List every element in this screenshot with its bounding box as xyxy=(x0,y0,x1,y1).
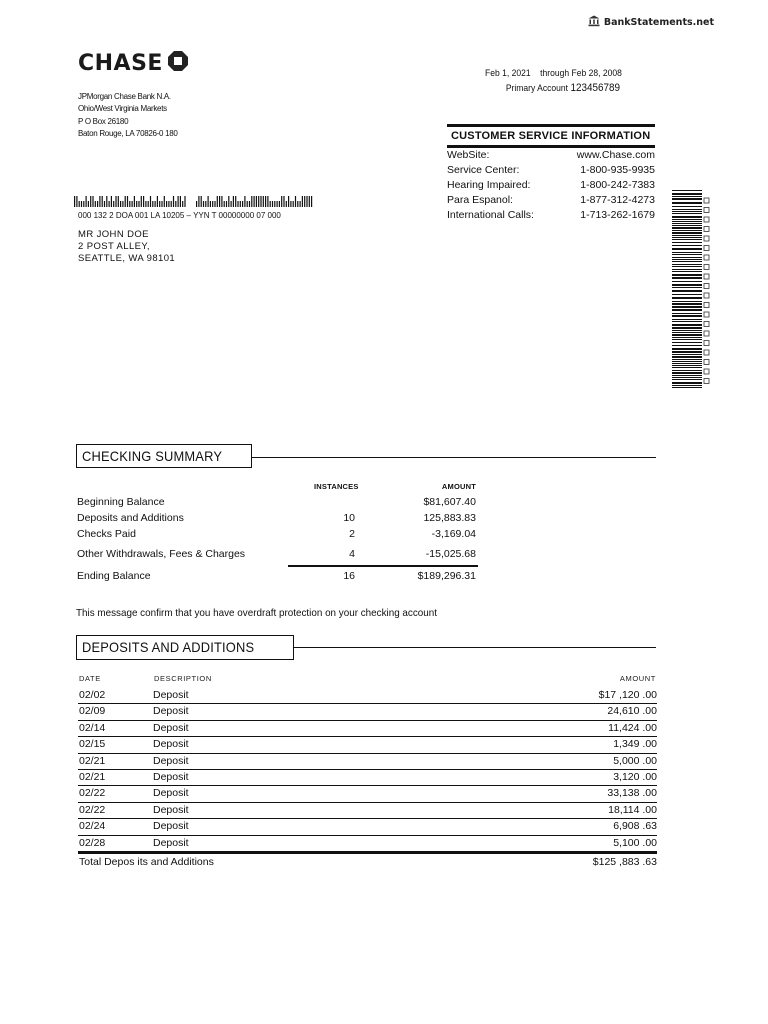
chase-octagon-icon xyxy=(167,50,189,77)
deposit-amount: 3,120 .00 xyxy=(613,771,657,783)
deposit-description: Deposit xyxy=(153,771,189,783)
deposit-date: 02/14 xyxy=(79,721,106,734)
checking-summary-header xyxy=(76,444,252,468)
period-from: Feb 1, 2021 xyxy=(485,68,531,79)
customer-name: MR JOHN DOE xyxy=(78,229,149,240)
deposits-total-label: Total Depos its and Additions xyxy=(79,856,214,868)
cs-label: International Calls: xyxy=(447,209,534,221)
summary-instances: 10 xyxy=(343,512,355,524)
deposit-row xyxy=(78,836,657,854)
deposit-row xyxy=(78,819,657,835)
ending-balance-label: Ending Balance xyxy=(77,570,151,582)
bank-address-line: JPMorgan Chase Bank N.A. xyxy=(78,92,171,101)
summary-instances: 4 xyxy=(349,548,355,560)
section-rule xyxy=(294,647,656,648)
deposits-total-amount: $125 ,883 .63 xyxy=(592,856,657,868)
deposit-description: Deposit xyxy=(153,820,189,833)
chase-logo xyxy=(78,50,189,77)
deposit-description: Deposit xyxy=(153,803,189,816)
watermark xyxy=(588,15,714,30)
postal-barcode xyxy=(74,196,314,208)
cs-value: 1-800-242-7383 xyxy=(580,179,655,191)
deposit-amount: 5,000 .00 xyxy=(613,754,657,767)
period-through-label: through xyxy=(540,68,570,79)
summary-amount: 125,883.83 xyxy=(423,512,476,524)
watermark-text: BankStatements.net xyxy=(603,17,714,28)
deposits-title: DEPOSITS AND ADDITIONS xyxy=(82,639,255,655)
summary-label: Deposits and Additions xyxy=(77,512,184,524)
deposit-description: Deposit xyxy=(153,787,189,800)
deposit-amount: 6,908 .63 xyxy=(613,820,657,833)
cs-row xyxy=(447,163,655,178)
col-date-header: DATE xyxy=(79,674,101,683)
deposit-row xyxy=(78,754,657,770)
deposit-description: Deposit xyxy=(153,754,189,767)
col-description-header: DESCRIPTION xyxy=(154,674,212,683)
deposit-description: Deposit xyxy=(153,705,189,718)
cs-value: 1-877-312-4273 xyxy=(580,194,655,206)
deposit-row xyxy=(78,786,657,802)
customer-service-info xyxy=(447,124,655,223)
deposit-amount: $17 ,120 .00 xyxy=(598,689,657,701)
summary-amount: $81,607.40 xyxy=(423,496,476,508)
deposit-row xyxy=(78,770,657,786)
cs-label: WebSite: xyxy=(447,149,490,161)
deposit-row xyxy=(78,704,657,720)
deposit-date: 02/15 xyxy=(79,738,106,751)
deposit-date: 02/21 xyxy=(79,771,106,783)
cs-label: Hearing Impaired: xyxy=(447,179,531,191)
bank-icon xyxy=(588,15,600,30)
ending-balance-amount: $189,296.31 xyxy=(417,570,476,582)
summary-label: Beginning Balance xyxy=(77,496,165,508)
cs-row xyxy=(447,208,655,223)
summary-amount: -15,025.68 xyxy=(425,548,476,560)
cs-value: 1-800-935-9935 xyxy=(580,164,655,176)
deposit-description: Deposit xyxy=(153,738,189,751)
customer-city: SEATTLE, WA 98101 xyxy=(78,253,176,264)
deposit-date: 02/28 xyxy=(79,836,106,849)
account-number: 123456789 xyxy=(570,82,620,94)
deposit-date: 02/22 xyxy=(79,787,106,800)
col-amount-header: AMOUNT xyxy=(619,674,656,683)
period-to: Feb 28, 2008 xyxy=(571,68,622,79)
bank-address-line: Baton Rouge, LA 70826-0 180 xyxy=(78,128,178,138)
summary-total-rule xyxy=(288,565,478,567)
deposit-amount: 11,424 .00 xyxy=(608,721,657,734)
summary-instances: 2 xyxy=(349,528,355,540)
cs-row xyxy=(447,178,655,193)
section-rule xyxy=(252,457,656,458)
barcode-text: 000 132 2 DOA 001 LA 10205 – YYN T 00000000 07 000 xyxy=(78,211,281,220)
cs-row xyxy=(447,193,655,208)
cs-label: Para Espanol: xyxy=(447,194,513,206)
deposit-amount: 18,114 .00 xyxy=(608,803,657,816)
summary-label: Checks Paid xyxy=(77,528,136,540)
ending-balance-instances: 16 xyxy=(343,570,355,582)
overdraft-message: This message confirm that you have overdraft protection on your checking account xyxy=(76,607,438,619)
summary-amount: -3,169.04 xyxy=(431,528,476,540)
bank-address xyxy=(78,91,178,140)
deposit-row xyxy=(78,688,657,704)
summary-label: Other Withdrawals, Fees & Charges xyxy=(77,548,246,560)
deposit-date: 02/21 xyxy=(79,754,106,767)
deposits-header xyxy=(76,635,294,660)
bank-address-line: P O Box 26180 xyxy=(78,116,129,126)
deposit-date: 02/02 xyxy=(79,689,106,701)
col-amount-header: AMOUNT xyxy=(441,482,476,491)
vertical-barcode xyxy=(672,190,710,390)
deposit-date: 02/09 xyxy=(79,705,106,718)
statement-period xyxy=(485,67,620,96)
deposit-description: Deposit xyxy=(153,836,189,849)
col-instances-header: INSTANCES xyxy=(314,482,359,491)
cs-value: www.Chase.com xyxy=(576,149,655,161)
deposit-row xyxy=(78,803,657,819)
cs-label: Service Center: xyxy=(447,164,520,176)
deposit-amount: 1,349 .00 xyxy=(613,738,657,751)
customer-service-title: CUSTOMER SERVICE INFORMATION xyxy=(447,124,655,148)
deposit-row xyxy=(78,737,657,753)
cs-row xyxy=(447,148,655,163)
cs-value: 1-713-262-1679 xyxy=(580,209,655,221)
deposit-row xyxy=(78,721,657,737)
checking-summary-title: CHECKING SUMMARY xyxy=(82,448,223,464)
deposit-amount: 5,100 .00 xyxy=(613,836,657,849)
customer-address xyxy=(78,229,175,265)
deposit-description: Deposit xyxy=(153,689,189,701)
bank-address-line: Ohio/West Virginia Markets xyxy=(78,104,167,114)
customer-street: 2 POST ALLEY, xyxy=(78,241,150,252)
account-label: Primary Account xyxy=(505,83,569,94)
deposit-date: 02/24 xyxy=(79,820,106,833)
deposit-amount: 24,610 .00 xyxy=(607,705,657,718)
deposit-date: 02/22 xyxy=(79,803,106,816)
deposit-description: Deposit xyxy=(153,721,189,734)
logo-text: CHASE xyxy=(78,51,163,76)
deposit-amount: 33,138 .00 xyxy=(607,787,657,800)
